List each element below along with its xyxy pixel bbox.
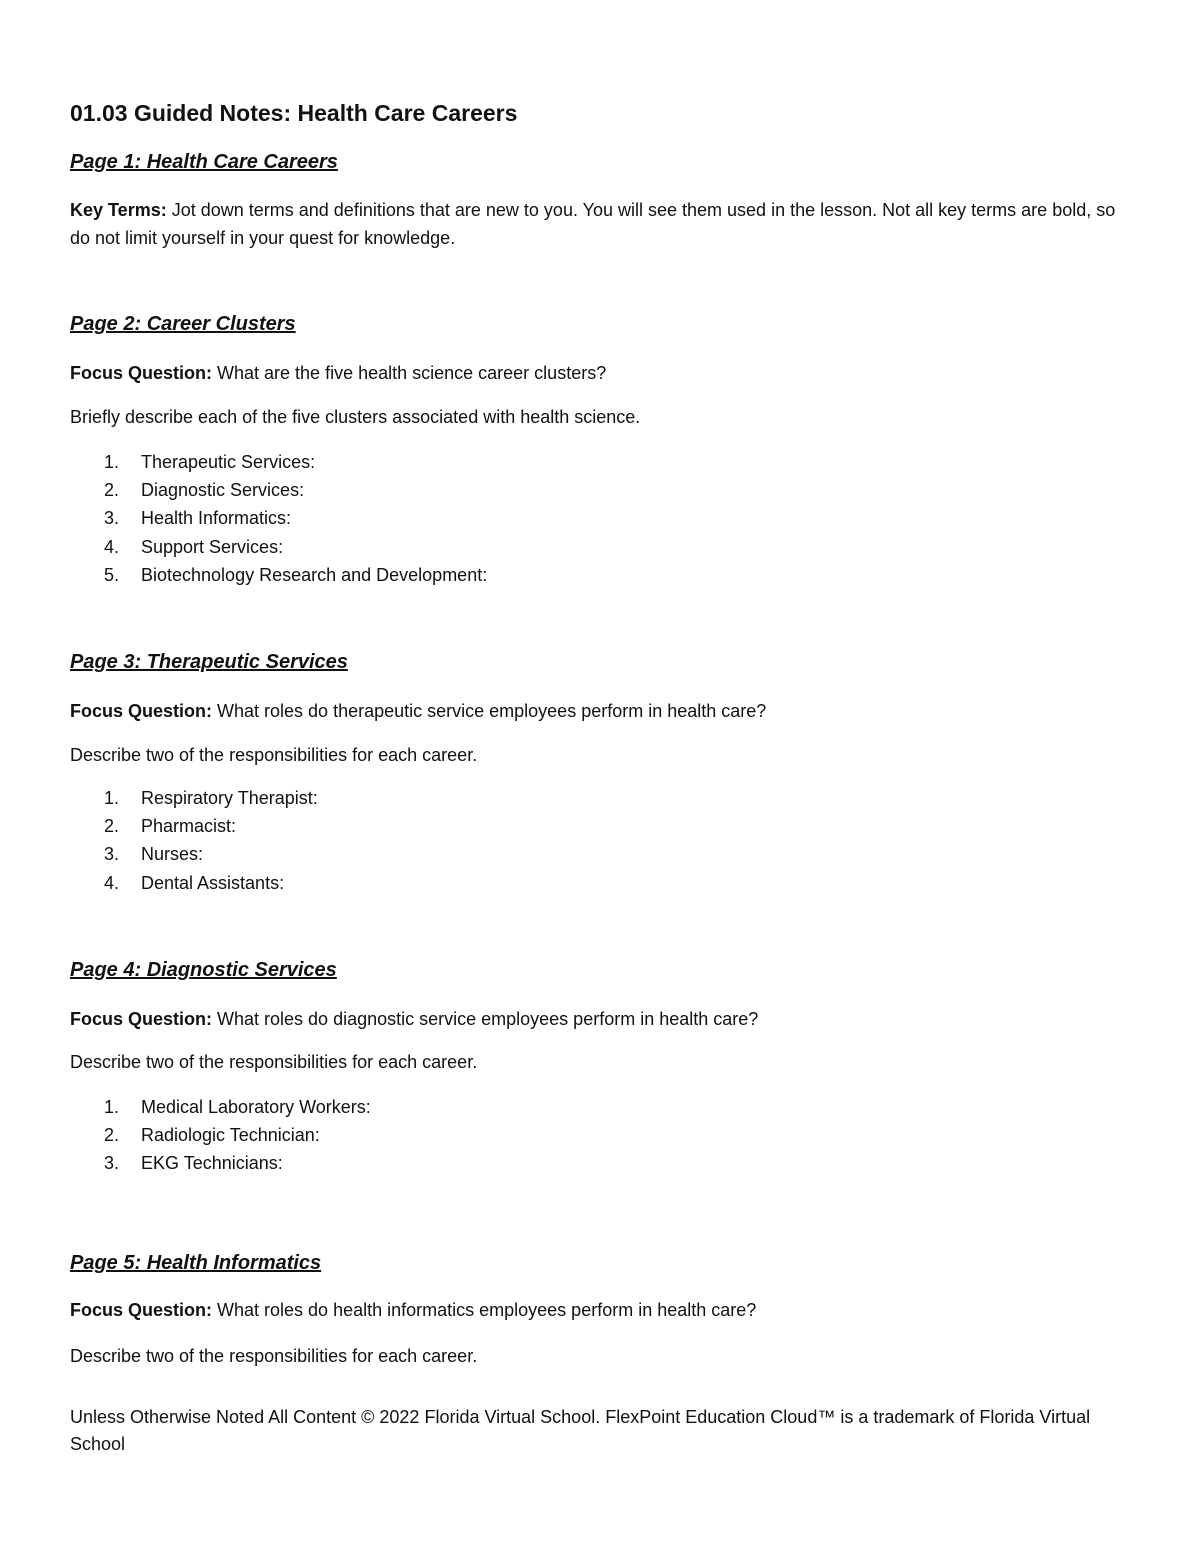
focus-question-text: What roles do health informatics employees perform in health care? — [212, 1300, 757, 1320]
list-number: 1. — [104, 788, 120, 808]
list-number: 5. — [104, 564, 120, 585]
list-item-label: Diagnostic Services: — [141, 480, 305, 501]
list-item-label: Biotechnology Research and Development: — [141, 564, 488, 585]
list-number: 4. — [104, 536, 120, 557]
section-heading-page-5: Page 5: Health Informatics — [70, 1252, 322, 1274]
list-number: 3. — [104, 1153, 120, 1174]
key-terms-paragraph — [70, 196, 1130, 252]
list-item-label: Respiratory Therapist: — [141, 788, 318, 808]
instruction-page-5: Describe two of the responsibilities for each career. — [70, 1346, 478, 1366]
focus-question-page-2 — [70, 359, 1130, 387]
focus-question-label: Focus Question: — [70, 1300, 213, 1320]
focus-question-text: What roles do therapeutic service employees perform in health care? — [212, 701, 767, 721]
list-number: 4. — [104, 872, 120, 893]
list-item-label: Pharmacist: — [141, 816, 237, 837]
list-item-label: Medical Laboratory Workers: — [141, 1097, 371, 1117]
focus-question-page-3 — [70, 697, 1130, 725]
list-item-label: Radiologic Technician: — [141, 1125, 320, 1146]
list-item-label: Health Informatics: — [141, 508, 292, 529]
section-heading-page-3: Page 3: Therapeutic Services — [70, 651, 348, 673]
section-heading-page-2: Page 2: Career Clusters — [70, 313, 296, 335]
document-title: 01.03 Guided Notes: Health Care Careers — [70, 100, 518, 126]
focus-question-page-5 — [70, 1296, 1130, 1324]
list-number: 3. — [104, 844, 120, 865]
instruction-page-4: Describe two of the responsibilities for each career. — [70, 1052, 478, 1072]
list-item-label: Support Services: — [141, 536, 284, 557]
list-number: 1. — [104, 1097, 120, 1117]
key-terms-text: Jot down terms and definitions that are new to you. You will see them used in the lesson. Not all key terms are bold, so do not limit yourself in your quest for knowledge. — [70, 200, 1116, 248]
list-item-label: EKG Technicians: — [141, 1153, 283, 1174]
list-item-label: Nurses: — [141, 844, 204, 865]
instruction-page-2: Briefly describe each of the five clusters associated with health science. — [70, 407, 641, 427]
instruction-page-3: Describe two of the responsibilities for each career. — [70, 745, 478, 765]
copyright-footer: Unless Otherwise Noted All Content © 2022 Florida Virtual School. FlexPoint Education Cloud™ is a trademark of Florida Virtual School — [70, 1407, 1091, 1454]
section-heading-page-1: Page 1: Health Care Careers — [70, 151, 338, 173]
list-item-label: Therapeutic Services: — [141, 452, 316, 472]
focus-question-page-4 — [70, 1005, 1130, 1033]
list-number: 2. — [104, 480, 120, 501]
list-item-label: Dental Assistants: — [141, 872, 285, 893]
section-heading-page-4: Page 4: Diagnostic Services — [70, 959, 337, 981]
list-number: 2. — [104, 816, 120, 837]
list-number: 1. — [104, 452, 120, 472]
focus-question-label: Focus Question: — [70, 701, 213, 721]
list-number: 3. — [104, 508, 120, 529]
focus-question-label: Focus Question: — [70, 1009, 213, 1029]
focus-question-text: What roles do diagnostic service employees perform in health care? — [212, 1009, 759, 1029]
list-number: 2. — [104, 1125, 120, 1146]
focus-question-text: What are the five health science career clusters? — [212, 363, 607, 383]
key-terms-label: Key Terms: — [70, 200, 167, 220]
focus-question-label: Focus Question: — [70, 363, 213, 383]
